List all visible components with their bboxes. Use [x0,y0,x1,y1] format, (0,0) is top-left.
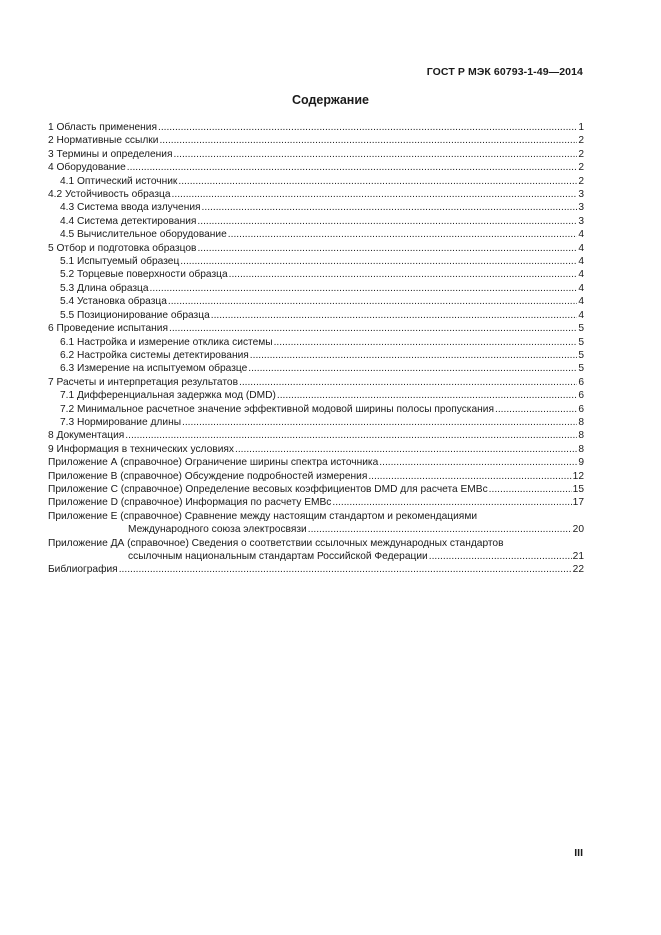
toc-entry[interactable] [48,470,584,483]
toc-leader-dots [202,201,578,214]
toc-entry-label: 4.5 Вычислительное оборудование [60,229,227,241]
toc-leader-dots [197,242,577,255]
toc-entry[interactable] [48,148,584,161]
toc-leader-dots [172,188,578,201]
toc-entry-page: 8 [578,416,584,428]
toc-entry-label: ссылочным национальным стандартам Российской Федерации [128,551,428,562]
toc-entry-label: 5 Отбор и подготовка образцов [48,242,197,254]
toc-entry-line: Приложение ДА (справочное) Сведения о соответствии ссылочных международных стандартов [48,537,504,549]
document-header: ГОСТ Р МЭК 60793-1-49—2014 [426,66,583,78]
toc-entry[interactable] [48,268,584,281]
toc-leader-dots [308,523,572,536]
table-of-contents [48,121,584,577]
page-title: Содержание [291,93,369,107]
toc-entry-page: 6 [578,403,584,415]
toc-entry[interactable] [48,255,584,268]
toc-leader-dots [158,121,577,134]
toc-entry[interactable] [48,376,584,389]
toc-entry-bibliography[interactable] [48,563,584,576]
toc-leader-dots [228,228,578,241]
toc-entry-label: 4.1 Оптический источник [60,175,178,187]
toc-entry-label: 3 Термины и определения [48,148,173,160]
toc-leader-dots [211,309,578,322]
toc-entry-page: 4 [578,296,584,308]
toc-leader-dots [173,148,577,161]
toc-leader-dots [248,362,577,375]
toc-entry[interactable] [48,496,584,509]
toc-entry-label: 7 Расчеты и интерпретация результатов [48,376,238,388]
toc-entry-label: 4 Оборудование [48,162,126,174]
toc-entry-label: 5.2 Торцевые поверхности образца [60,269,228,281]
toc-entry[interactable] [48,389,584,402]
toc-entry-label: 6.1 Настройка и измерение отклика системы [60,336,273,348]
toc-leader-dots [239,376,577,389]
toc-entry-annex-da[interactable] [48,537,584,564]
toc-entry-page: 8 [578,443,584,455]
toc-leader-dots [169,322,577,335]
toc-entry-page: 8 [578,430,584,442]
toc-entry[interactable] [48,242,584,255]
toc-leader-dots [235,443,577,456]
toc-entry-label: 8 Документация [48,430,125,442]
toc-entry[interactable] [48,295,584,308]
toc-entry-label: 5.3 Длина образца [60,282,149,294]
toc-leader-dots [178,175,577,188]
toc-entry-label: Приложение D (справочное) Информация по расчету EMBc [48,497,332,509]
toc-entry-page: 17 [572,497,584,509]
toc-entry-label: 7.2 Минимальное расчетное значение эффективной модовой ширины полосы пропускания [60,403,494,415]
toc-entry[interactable] [48,362,584,375]
toc-entry-annex-e[interactable] [48,510,584,537]
toc-entry-continuation [48,523,584,536]
toc-entry-page: 5 [578,323,584,335]
toc-entry-page: 5 [578,349,584,361]
toc-entry-label: 2 Нормативные ссылки [48,135,159,147]
toc-leader-dots [182,416,577,429]
toc-entry-page: 3 [578,215,584,227]
toc-entry-label: 6.3 Измерение на испытуемом образце [60,363,248,375]
toc-entry-page: 4 [578,282,584,294]
toc-entry-page: 4 [578,269,584,281]
toc-entry-page: 4 [578,242,584,254]
toc-entry-label: Приложение А (справочное) Ограничение ширины спектра источника [48,457,379,469]
toc-entry[interactable] [48,309,584,322]
toc-entry-label: 5.1 Испытуемый образец [60,256,180,268]
toc-leader-dots [250,349,578,362]
toc-entry[interactable] [48,215,584,228]
toc-leader-dots [495,403,577,416]
toc-entry-page: 2 [578,175,584,187]
toc-entry-page: 9 [578,457,584,469]
toc-entry[interactable] [48,282,584,295]
toc-leader-dots [429,550,572,563]
toc-entry[interactable] [48,443,584,456]
toc-leader-dots [180,255,577,268]
toc-entry-label: 4.4 Система детектирования [60,215,197,227]
toc-entry-page: 5 [578,363,584,375]
toc-entry[interactable] [48,188,584,201]
toc-leader-dots [489,483,572,496]
toc-leader-dots [159,134,577,147]
toc-leader-dots [168,295,577,308]
toc-entry-page: 2 [578,135,584,147]
toc-entry-page: 4 [578,309,584,321]
toc-entry[interactable] [48,175,584,188]
toc-entry[interactable] [48,349,584,362]
toc-leader-dots [127,161,578,174]
toc-entry-page: 21 [572,551,584,562]
toc-entry-page: 5 [578,336,584,348]
toc-leader-dots [274,336,578,349]
toc-entry-label: 6 Проведение испытания [48,323,168,335]
toc-entry-label: 6.2 Настройка системы детектирования [60,349,249,361]
toc-entry[interactable] [48,228,584,241]
toc-entry-page: 20 [572,524,584,536]
toc-entry[interactable] [48,483,584,496]
toc-entry-page: 2 [578,162,584,174]
toc-entry-page: 4 [578,229,584,241]
toc-entry-label: 5.4 Установка образца [60,296,167,308]
toc-entry[interactable] [48,134,584,147]
toc-entry-page: 3 [578,189,584,201]
toc-entry[interactable] [48,429,584,442]
toc-entry-label: 7.1 Дифференциальная задержка мод (DMD) [60,390,276,402]
toc-leader-dots [125,429,577,442]
toc-entry-label: 1 Область применения [48,122,157,133]
toc-entry-page: 15 [572,483,584,495]
toc-entry-page: 22 [572,564,584,576]
toc-entry-label: 9 Информация в технических условиях [48,443,234,455]
toc-entry[interactable] [48,161,584,174]
toc-entry[interactable] [48,322,584,335]
toc-leader-dots [119,563,572,576]
toc-entry[interactable] [48,336,584,349]
toc-entry-label: Приложение С (справочное) Определение весовых коэффициентов DMD для расчета EMBc [48,483,488,495]
toc-entry-label: Приложение В (справочное) Обсуждение подробностей измерения [48,470,368,482]
toc-entry-page: 6 [578,376,584,388]
toc-entry-label: 4.2 Устойчивость образца [48,189,171,201]
toc-entry[interactable] [48,416,584,429]
toc-entry-page: 2 [578,148,584,160]
page-number: III [574,847,583,859]
toc-leader-dots [379,456,577,469]
toc-entry-label: 7.3 Нормирование длины [60,416,182,428]
toc-leader-dots [197,215,577,228]
toc-entry-page: 4 [578,256,584,268]
toc-entry[interactable] [48,403,584,416]
toc-entry-label: Библиография [48,564,118,576]
toc-leader-dots [277,389,577,402]
toc-entry-page: 6 [578,390,584,402]
toc-entry-line: Приложение Е (справочное) Сравнение между настоящим стандартом и рекомендациями [48,510,478,522]
toc-entry-page: 1 [578,122,584,133]
toc-entry-page: 12 [572,470,584,482]
toc-entry-label: 4.3 Система ввода излучения [60,202,201,214]
toc-entry-label: 5.5 Позиционирование образца [60,309,210,321]
toc-leader-dots [332,496,571,509]
toc-main-entries [48,121,584,510]
toc-entry[interactable] [48,456,584,469]
toc-entry[interactable] [48,201,584,214]
toc-entry[interactable] [48,121,584,134]
toc-entry-continuation [48,550,584,563]
toc-leader-dots [368,470,571,483]
toc-leader-dots [229,268,578,281]
toc-entry-label: Международного союза электросвязи [128,524,307,536]
toc-entry-page: 3 [578,202,584,214]
toc-leader-dots [150,282,578,295]
